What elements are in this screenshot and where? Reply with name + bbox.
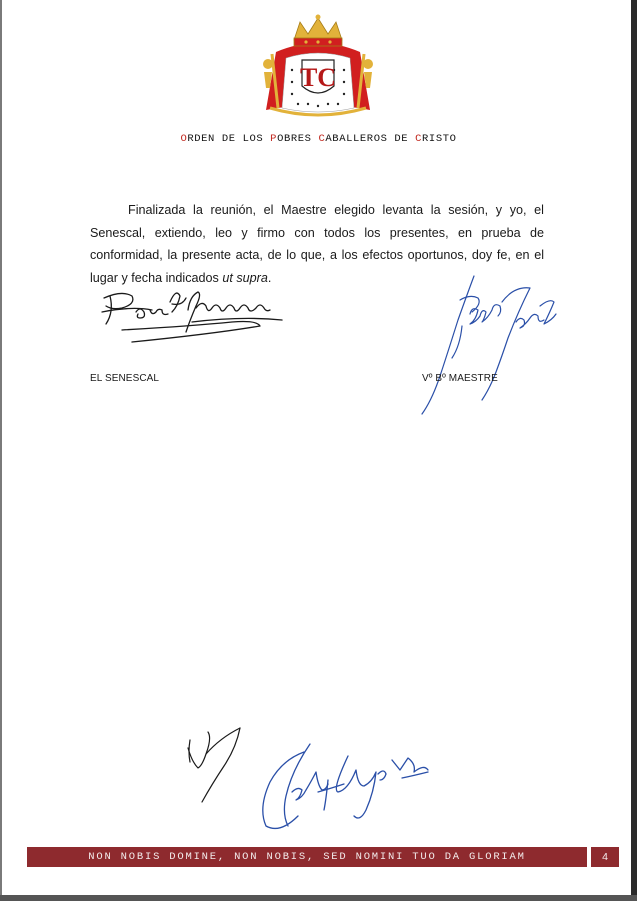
- scan-edge-bottom: [0, 895, 637, 901]
- order-name-heading: ORDEN DE LOS POBRES CABALLEROS DE CRISTO: [180, 133, 457, 145]
- motto-bar: NON NOBIS DOMINE, NON NOBIS, SED NOMINI TUO DA GLORIAM: [27, 847, 587, 867]
- svg-text:TC: TC: [299, 63, 337, 92]
- coat-of-arms-logo: [258, 12, 378, 130]
- maestre-label: Vº Bº MAESTRE: [422, 373, 498, 384]
- senescal-signature: [92, 282, 288, 350]
- witness-signature-1: [180, 722, 250, 808]
- senescal-label: EL SENESCAL: [90, 373, 160, 384]
- page-number: 4: [591, 847, 619, 867]
- closing-paragraph: Finalizada la reunión, el Maestre elegido levanta la sesión, y yo, el Senescal, extiendo, leo y firmo con todos los presentes, en prueba de conformidad, la presente acta, de lo que, a los efectos oportunos, doy fe, en el lugar y fecha indicados ut supra.: [90, 203, 544, 285]
- maestre-signature: [412, 272, 562, 416]
- witness-signature-2: [252, 730, 430, 834]
